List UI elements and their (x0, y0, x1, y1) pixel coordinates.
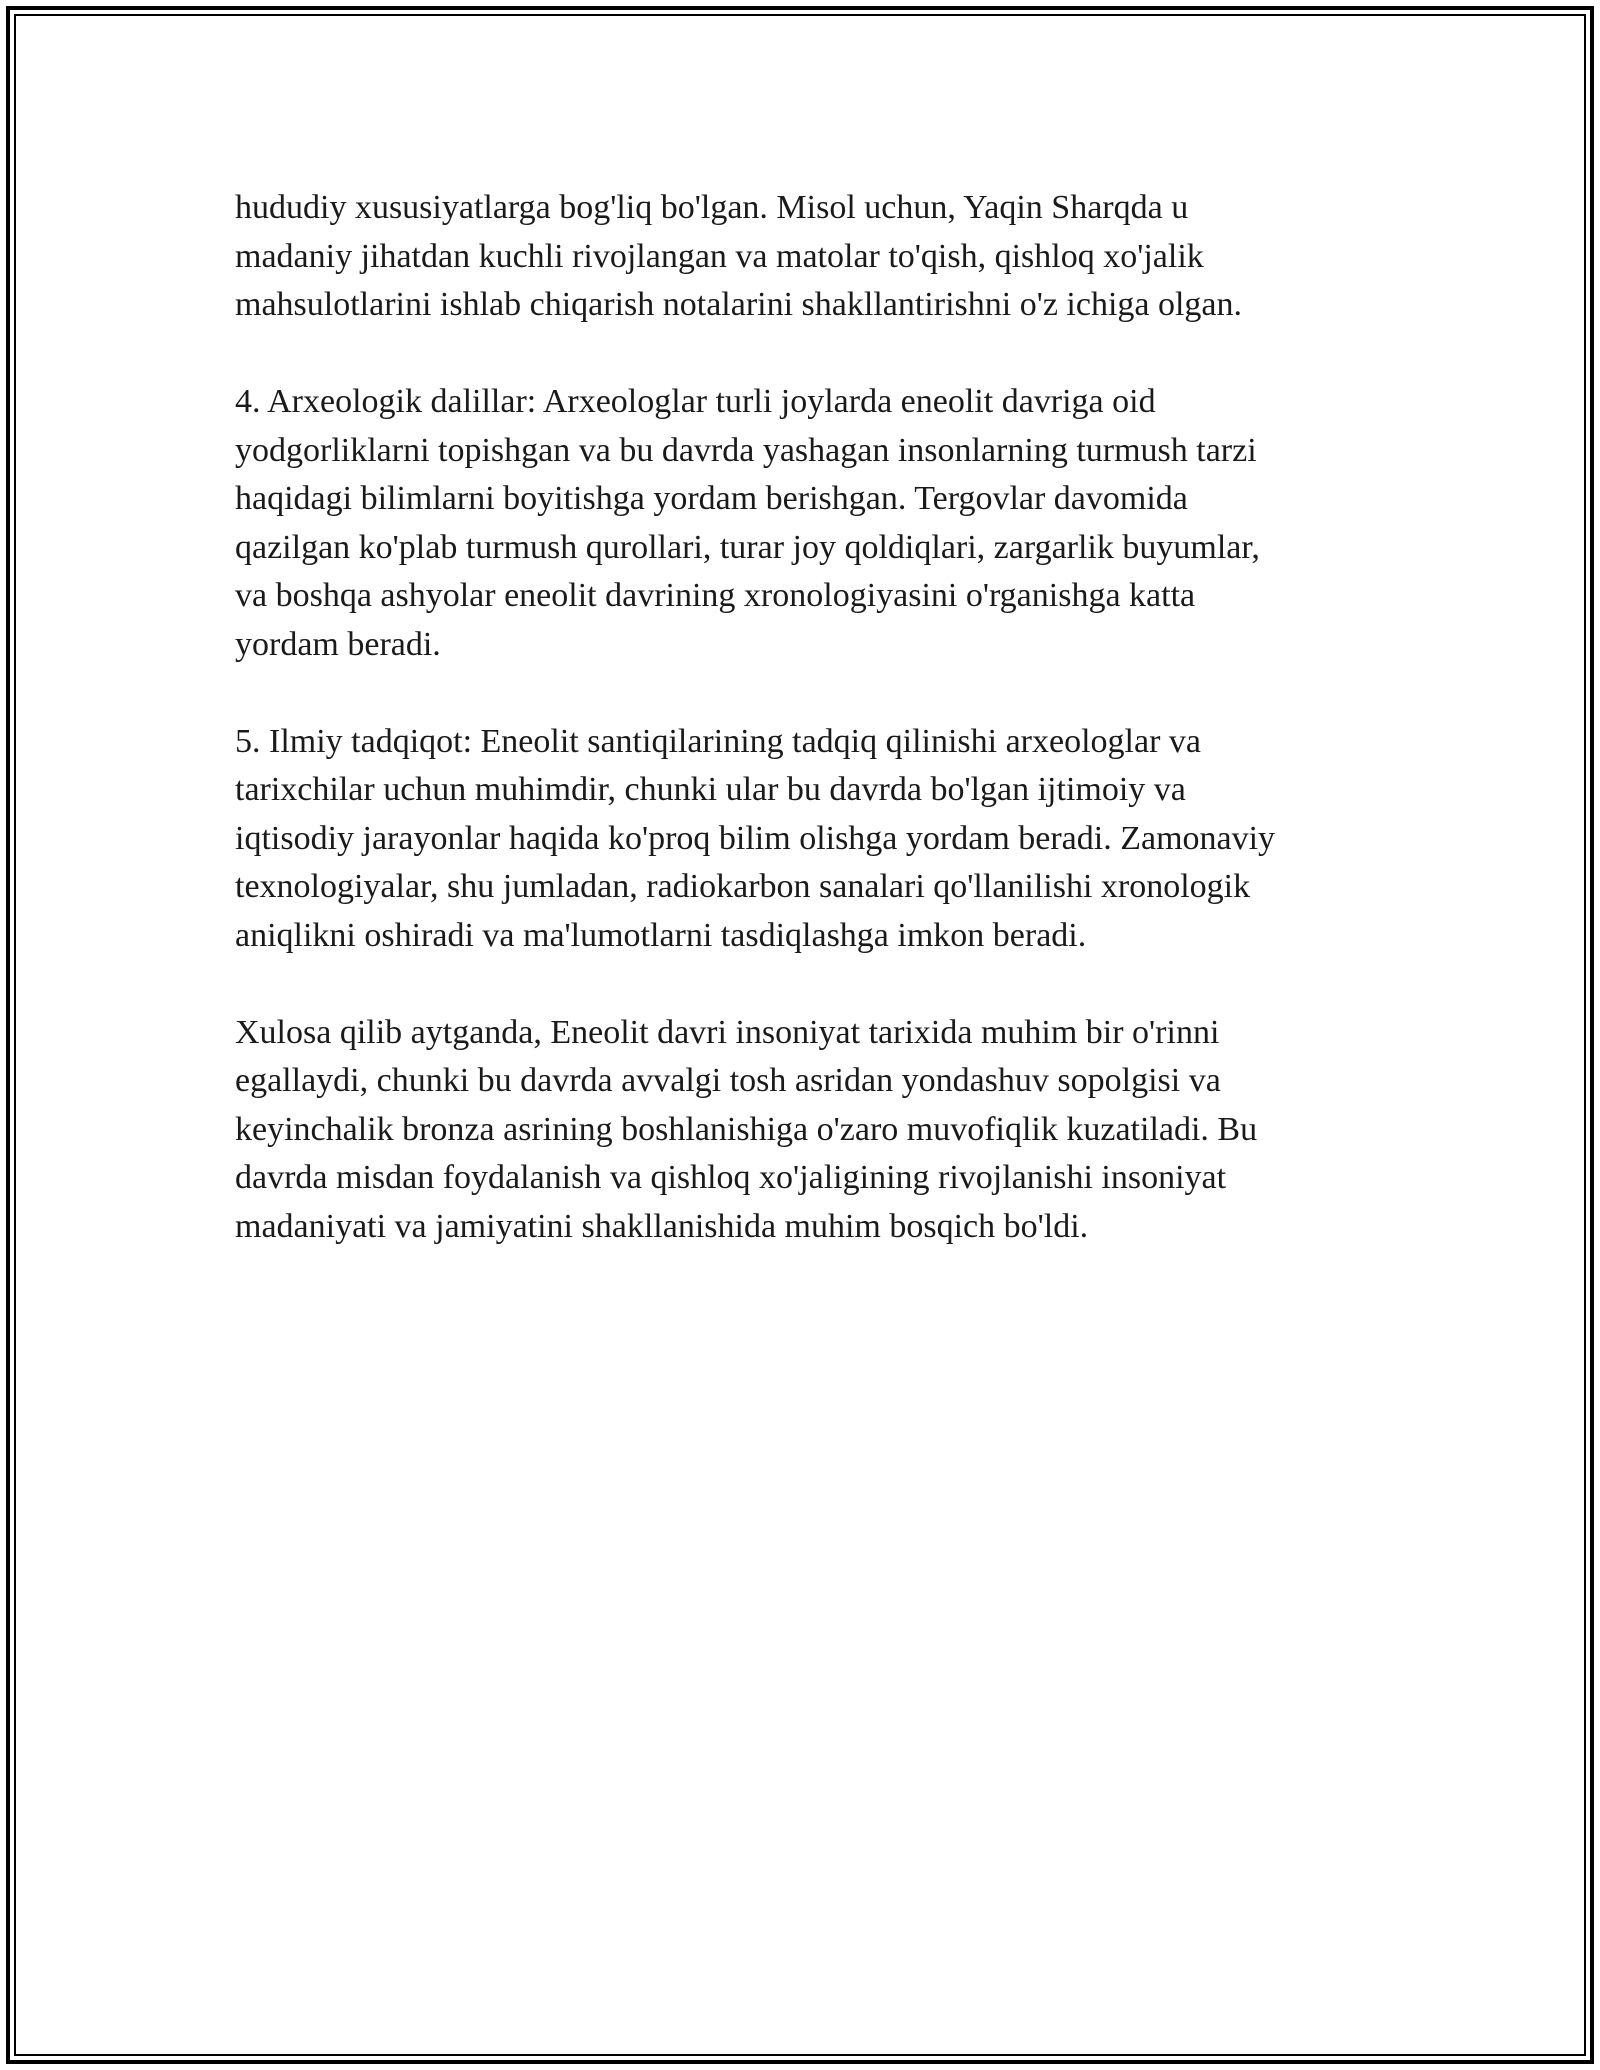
paragraph-archaeological-evidence: 4. Arxeologik dalillar: Arxeologlar turli joylarda eneolit davriga oid yodgorliklarni topishgan va bu davrda yashagan insonlarning turmush tarzi haqidagi bilimlarni boyitishga yordam berishgan. Tergovlar davomida qazilgan ko'plab turmush qurollari, turar joy qoldiqlari, zargarlik buyumlar, va boshqa ashyolar eneolit davrining xronologiyasini o'rganishga katta yordam beradi. (235, 383, 1260, 663)
paragraph-conclusion: Xulosa qilib aytganda, Eneolit davri insoniyat tarixida muhim bir o'rinni egallaydi, chunki bu davrda avvalgi tosh asridan yondashuv sopolgisi va keyinchalik bronza asrining boshlanishiga o'zaro muvofiqlik kuzatiladi. Bu davrda misdan foydalanish va qishloq xo'jaligining rivojlanishi insoniyat madaniyati va jamiyatini shakllanishida muhim bosqich bo'ldi. (235, 1013, 1258, 1245)
paragraph-scientific-research: 5. Ilmiy tadqiqot: Eneolit santiqilarining tadqiq qilinishi arxeologlar va tarixchilar uchun muhimdir, chunki ular bu davrda bo'lgan ijtimoiy va iqtisodiy jarayonlar haqida ko'proq bilim olishga yordam beradi. Zamonaviy texnologiyalar, shu jumladan, radiokarbon sanalari qo'llanilishi xronologik aniqlikni oshiradi va ma'lumotlarni tasdiqlashga imkon beradi. (235, 722, 1276, 954)
paragraph-continuation: hududiy xususiyatlarga bog'liq bo'lgan. Misol uchun, Yaqin Sharqda u madaniy jihatdan kuchli rivojlangan va matolar to'qish, qishloq xo'jalik mahsulotlarini ishlab chiqarish notalarini shakllantirishni o'z ichiga olgan. (235, 189, 1243, 323)
document-body (235, 184, 1415, 1300)
